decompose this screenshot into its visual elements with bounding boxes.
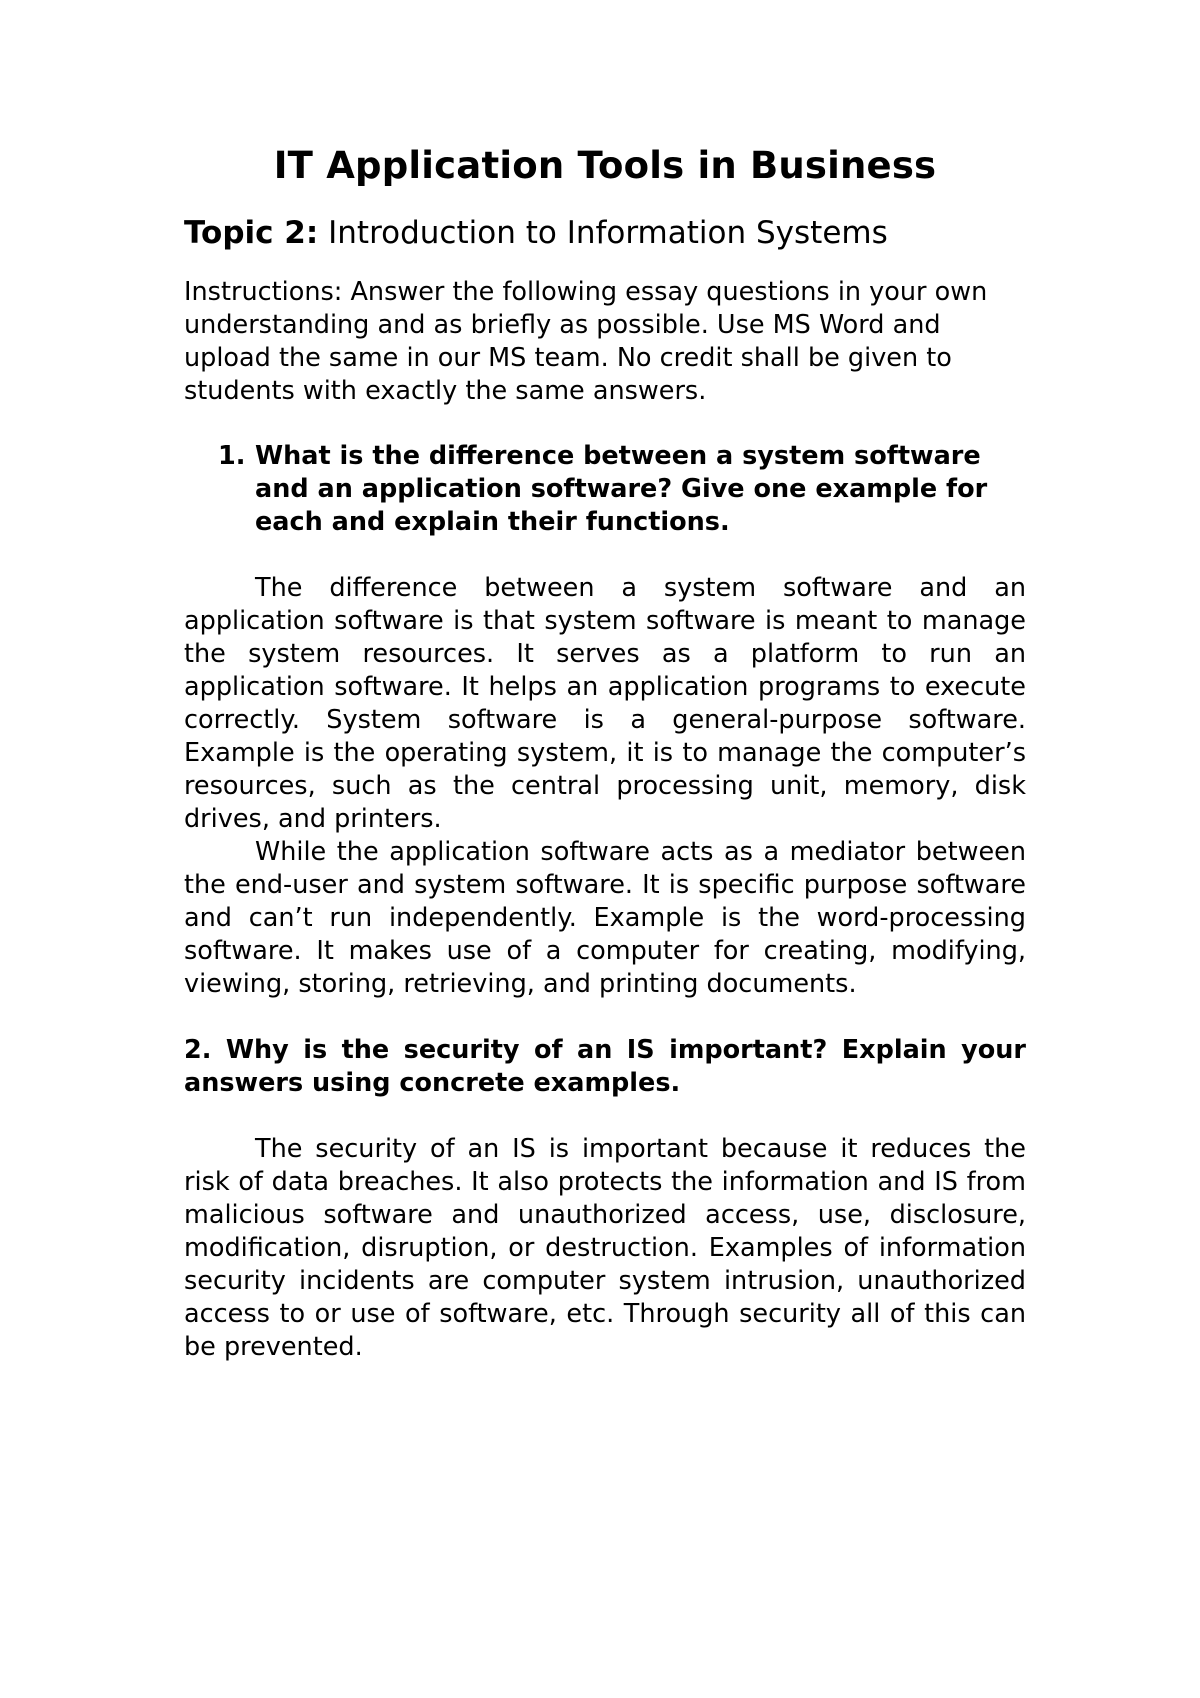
document-body <box>184 140 1026 1364</box>
question-2-number: 2. <box>184 1035 212 1065</box>
answer-1-paragraph-1: The difference between a system software and an application software is that system software is meant to manage the system resources. It serves as a platform to run an application software. It helps an application programs to execute correctly. System software is a general-purpose software. Example is the operating system, it is to manage the computer’s resources, such as the central processing unit, memory, disk drives, and printers. <box>184 573 1026 834</box>
answer-1 <box>184 572 1026 1001</box>
answer-2 <box>184 1133 1026 1364</box>
question-2 <box>184 1034 1026 1100</box>
answer-2-paragraph-1: The security of an IS is important because it reduces the risk of data breaches. It also protects the information and IS from malicious software and unauthorized access, use, disclosure, modification, disruption, or destruction. Examples of information security incidents are computer system intrusion, unauthorized access to or use of software, etc. Through security all of this can be prevented. <box>184 1134 1026 1362</box>
question-1 <box>184 440 1026 539</box>
topic-text: Introduction to Information Systems <box>318 215 888 251</box>
question-1-text: What is the difference between a system software and an application software? Give one example for each and explain their functions. <box>255 441 988 537</box>
question-2-text: Why is the security of an IS important? Explain your answers using concrete examples. <box>184 1035 1026 1098</box>
question-list <box>184 440 1026 539</box>
document-title: IT Application Tools in Business <box>273 144 937 187</box>
instructions-paragraph: Instructions: Answer the following essay questions in your own understanding and as briefly as possible. Use MS Word and upload the same in our MS team. No credit shall be given to students with exactly the same answers. <box>184 277 988 406</box>
topic-heading <box>184 210 1026 256</box>
question-1-number: 1. <box>218 441 246 471</box>
answer-1-paragraph-2: While the application software acts as a mediator between the end-user and system software. It is specific purpose software and can’t run independently. Example is the word-processing software. It makes use of a computer for creating, modifying, viewing, storing, retrieving, and printing documents. <box>184 837 1026 999</box>
topic-label: Topic 2: <box>184 215 319 251</box>
